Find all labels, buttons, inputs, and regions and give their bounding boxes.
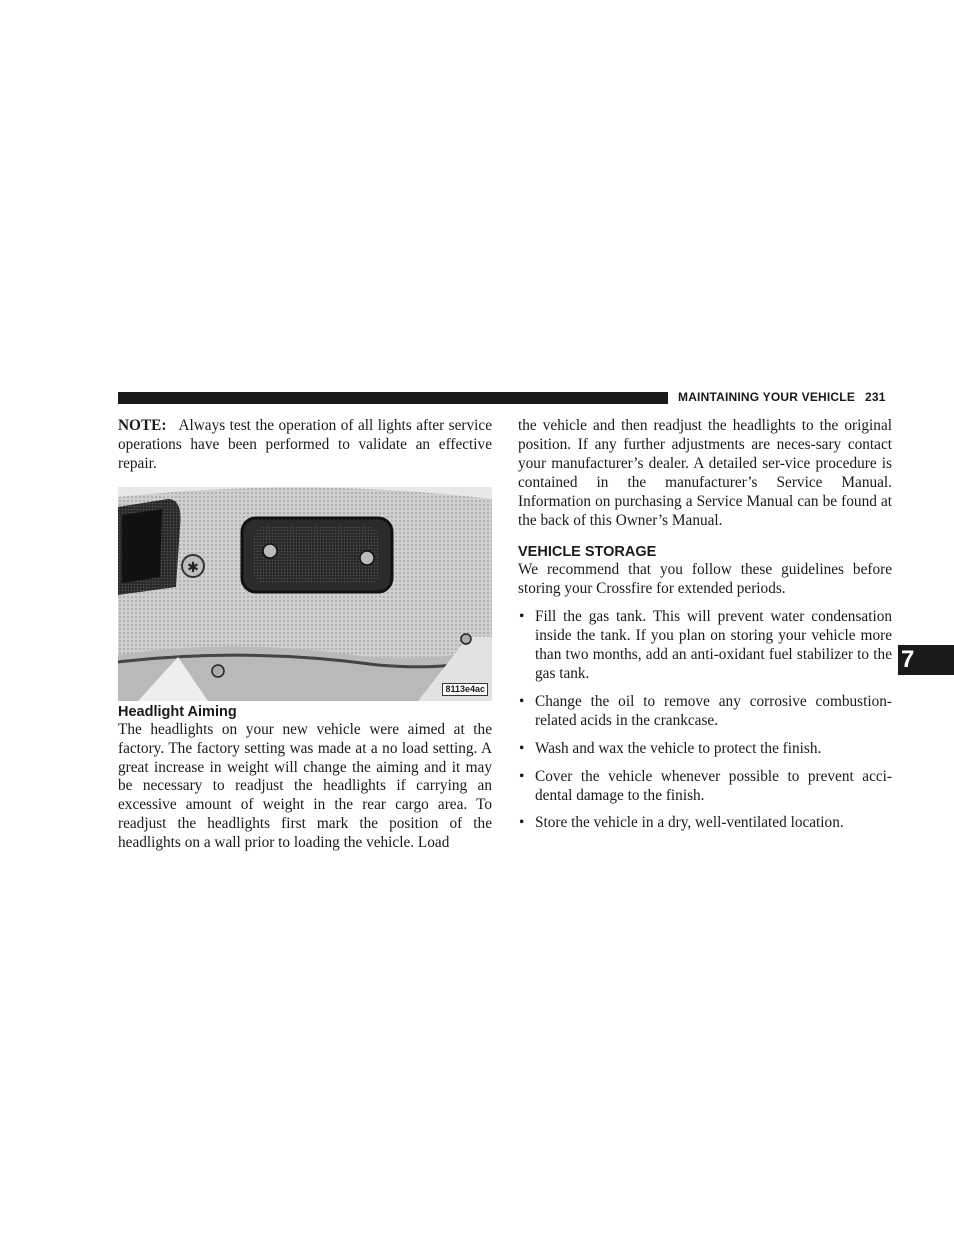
list-item: • Fill the gas tank. This will prevent water condensation inside the tank. If you plan on storing your vehicle more than two months, add an anti-oxidant fuel stabilizer to the gas tank. <box>518 608 892 684</box>
list-item: • Cover the vehicle whenever possible to prevent acci-dental damage to the finish. <box>518 768 892 806</box>
svg-text:✱: ✱ <box>187 559 199 576</box>
list-item: • Wash and wax the vehicle to protect the finish. <box>518 740 892 759</box>
section-title: MAINTAINING YOUR VEHICLE <box>678 390 856 404</box>
headlight-aiming-heading: Headlight Aiming <box>118 703 237 720</box>
running-header <box>678 390 892 404</box>
list-item: • Store the vehicle in a dry, well-ventilated location. <box>518 814 892 833</box>
figure-code: 8113e4ac <box>442 683 488 696</box>
note-text: Always test the operation of all lights after service operations have been performed to validate an effective repair. <box>118 417 492 472</box>
storage-guidelines-list <box>518 608 892 833</box>
left-column <box>118 417 492 853</box>
license-lamp-illustration <box>118 487 492 701</box>
vehicle-storage-intro: We recommend that you follow these guidelines before storing your Crossfire for extended periods. <box>518 561 892 598</box>
headlight-aiming-text-left: The headlights on your new vehicle were aimed at the factory. The factory setting was made at a no load setting. A great increase in weight will change the aiming and it may be necessary to readjust the headlights if carrying an excessive amount of weight in the rear cargo area. To readjust the headlights first mark the position of the headlights on a wall prior to loading the vehicle. Load <box>118 720 492 852</box>
note-paragraph <box>118 417 492 474</box>
right-column <box>518 417 892 842</box>
license-lamp-figure <box>118 487 492 701</box>
headlight-aiming-text-right: the vehicle and then readjust the headlights to the original position. If any further adjustments are neces-sary contact your manufacturer’s dealer. A detailed ser-vice procedure is contained in the manufacturer’s Service Manual. Information on purchasing a Service Manual can be found at the back of this Owner’s Manual. <box>518 417 892 529</box>
page-number: 231 <box>865 390 886 404</box>
note-label: NOTE: <box>118 417 167 434</box>
chapter-tab: 7 <box>898 645 954 675</box>
list-item: • Change the oil to remove any corrosive combustion-related acids in the crankcase. <box>518 693 892 731</box>
header-rule <box>118 392 668 404</box>
vehicle-storage-heading: VEHICLE STORAGE <box>518 544 657 561</box>
